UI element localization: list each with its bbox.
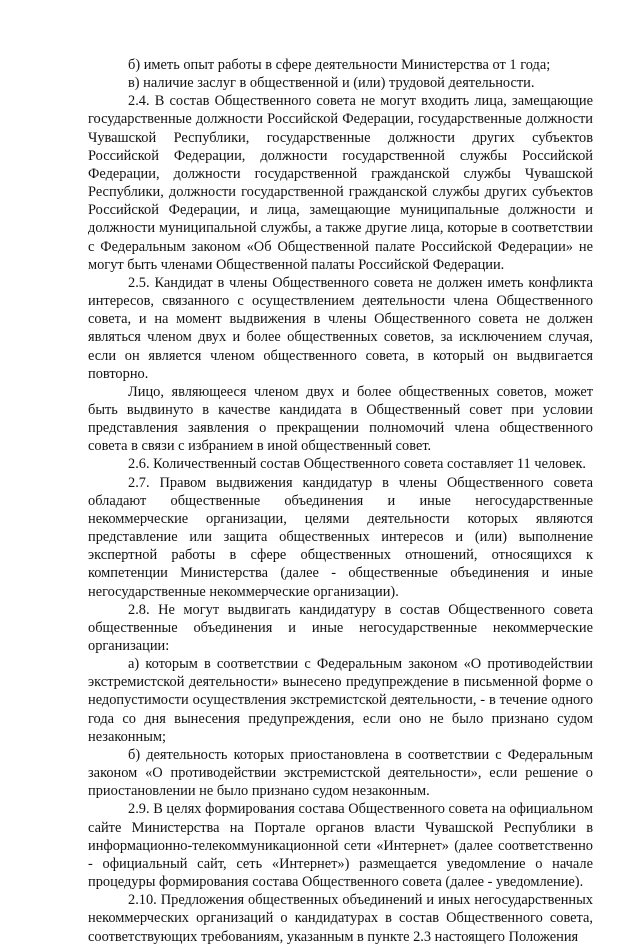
paragraph-2-4: 2.4. В состав Общественного совета не могут входить лица, замещающие государственные должности Российской Федерации, государственные должности Чувашской Республики, государственные должности других субъектов Российской Федерации, должности государственной службы Российской Федерации, должности государственной гражданской службы Чувашской Республики, должности государственной гражданской службы других субъектов Российской Федерации, и лица, замещающие муниципальные должности и должности муниципальной службы, а также другие лица, которые в соответствии с Федеральным законом «Об Общественной палате Российской Федерации» не могут быть членами Общественной палаты Российской Федерации. [88, 93, 593, 273]
paragraph-1b: б) иметь опыт работы в сфере деятельности Министерства от 1 года; [128, 57, 551, 73]
paragraph-2-5-cont: Лицо, являющееся членом двух и более общественных советов, может быть выдвинуто в качестве кандидата в Общественный совет при условии представления заявления о прекращении полномочий члена общественного совета в связи с избранием в иной общественный совет. [88, 383, 593, 455]
paragraph-2-9: 2.9. В целях формирования состава Общественного совета на официальном сайте Министерства на Портале органов власти Чувашской Республики в информационно-телекоммуникационной сети «Интернет» (далее соответственно - официальный сайт, сеть «Интернет») размещается уведомление о начале процедуры формирования состава Общественного совета (далее - уведомление). [88, 801, 593, 891]
paragraph-2-5: 2.5. Кандидат в члены Общественного совета не должен иметь конфликта интересов, связанного с осуществлением деятельности члена Общественного совета, и на момент выдвижения в члены Общественного совета не должен являться членом двух и более общественных советов, за исключением случая, если он является членом общественного совета, в который он выдвигается повторно. [88, 274, 593, 382]
paragraph-2-6: 2.6. Количественный состав Общественного совета составляет 11 человек. [128, 456, 587, 473]
paragraph-2-10: 2.10. Предложения общественных объединений и иных негосударственных некоммерческих организаций о кандидатурах в состав Общественного совета, соответствующих требованиям, указанным в пункте 2.3 настоящего Положения [88, 892, 593, 945]
paragraph-2-8: 2.8. Не могут выдвигать кандидатуру в состав Общественного совета общественные объединения и иные негосударственные некоммерческие организации: [88, 601, 593, 654]
paragraph-2-7: 2.7. Правом выдвижения кандидатур в члены Общественного совета обладают общественные объединения и иные негосударственные некоммерческие организации, целями деятельности которых являются представление или защита общественных интересов и (или) выполнение экспертной работы в сфере общественных отношений, относящихся к компетенции Министерства (далее - общественные объединения и иные негосударственные некоммерческие организации). [88, 474, 593, 600]
paragraph-2-8-b: б) деятельность которых приостановлена в соответствии с Федеральным законом «О противодействии экстремистской деятельности», если решение о приостановлении не было признано судом незаконным. [88, 746, 593, 800]
paragraph-1v: в) наличие заслуг в общественной и (или) трудовой деятельности. [128, 75, 535, 92]
paragraph-2-8-a: а) которым в соответствии с Федеральным законом «О противодействии экстремистской деятельности» вынесено предупреждение в письменной форме о недопустимости осуществления экстремистской деятельности, - в течение одного года со дня вынесения предупреждения, если оно не было признано судом незаконным; [88, 656, 593, 745]
document-page [88, 56, 593, 946]
